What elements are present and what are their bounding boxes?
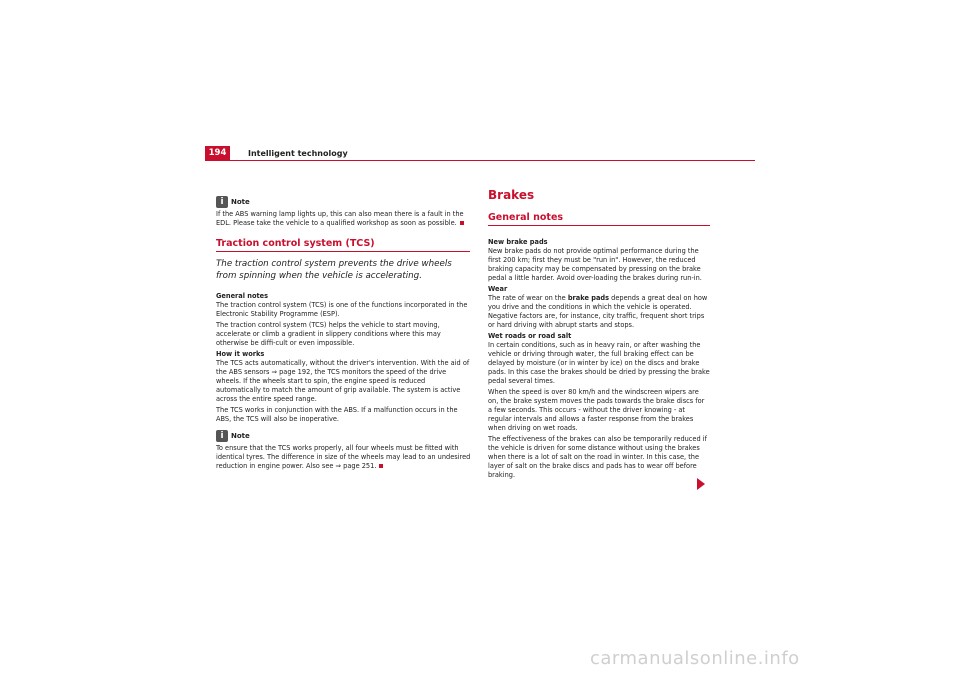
text-run: The rate of wear on the [488,294,568,302]
note-text [216,444,472,471]
paragraph: When the speed is over 80 km/h and the windscreen wipers are on, the brake system moves the pads towards the brake discs for a few seconds. This occurs - without the driver knowing - at regular intervals and allows a faster response from the brakes when driving on wet roads. [488,388,705,432]
note-heading [216,430,472,442]
paragraph: The TCS acts automatically, without the driver's intervention. With the aid of the ABS sensors ⇒ page 192, the TCS monitors the speed of the drive wheels. If the wheels start to spin, the engine speed is reduced automatically to match the amount of grip available. The system is active across the entire speed range. [216,359,470,403]
chapter-heading: Brakes [488,188,535,202]
page-header [205,146,755,161]
note-label: Note [231,432,250,440]
section-title: General notes [488,212,710,226]
watermark: carmanualsonline.info [590,648,800,669]
paragraph: The traction control system (TCS) helps the vehicle to start moving, accelerate or climb a gradient in slippery conditions where this may otherwise be diffi-cult or even impossible. [216,321,441,347]
paragraph: New brake pads do not provide optimal performance during the first 200 km; first they must be "run in". However, the reduced braking capacity may be compensated by pressing on the brake pedal a little harder. Avoid over-loading the brakes during run-in. [488,247,702,282]
subheading-new-pads: New brake pads [488,238,548,246]
paragraph: The TCS works in conjunction with the ABS. If a malfunction occurs in the ABS, the TCS will also be inoperative. [216,406,458,423]
note-icon: i [216,196,228,208]
paragraph: In certain conditions, such as in heavy rain, or after washing the vehicle or driving through water, the full braking effect can be delayed by moisture (or in winter by ice) on the discs and brake pads. In this case the brakes should be dried by pressing the brake pedal several times. [488,341,710,385]
subheading-wear: Wear [488,285,508,293]
note-icon: i [216,430,228,442]
text-run: depends a great deal on how you drive and the conditions in which the vehicle is operated. Negative factors are, for instance, city traffic, frequent short trips or hard driving with abrupt starts and stops. [488,294,708,329]
page-number: 194 [205,146,230,161]
end-of-section-icon [460,221,464,225]
subheading-wet-roads: Wet roads or road salt [488,332,572,340]
section-title: Traction control system (TCS) [216,238,470,252]
chapter-title: Intelligent technology [248,149,348,158]
subheading-how: How it works [216,350,265,358]
right-column [488,188,710,482]
note-text-body: If the ABS warning lamp lights up, this can also mean there is a fault in the EDL. Please take the vehicle to a qualified workshop as soon as possible. [216,210,464,227]
note-text [216,210,472,228]
end-of-section-icon [379,464,383,468]
paragraph: The traction control system (TCS) is one of the functions incorporated in the Electronic Stability Programme (ESP). [216,301,468,318]
paragraph [488,294,710,330]
header-divider [205,160,755,161]
continue-arrow-icon [697,478,705,490]
left-column [216,196,472,473]
note-text-body: To ensure that the TCS works properly, all four wheels must be fitted with identical tyres. The difference in size of the wheels may lead to an undesired reduction in engine power. Also see ⇒ page 251. [216,444,471,470]
section-subtitle: The traction control system prevents the drive wheels from spinning when the vehicle is accelerating. [216,259,452,281]
bold-term: brake pads [567,294,610,302]
note-heading [216,196,472,208]
subheading-general: General notes [216,292,269,300]
paragraph: The effectiveness of the brakes can also be temporarily reduced if the vehicle is driven for some distance without using the brakes when there is a lot of salt on the road in winter. In this case, the layer of salt on the brake discs and pads has to wear off before braking. [488,435,707,479]
note-label: Note [231,198,250,206]
